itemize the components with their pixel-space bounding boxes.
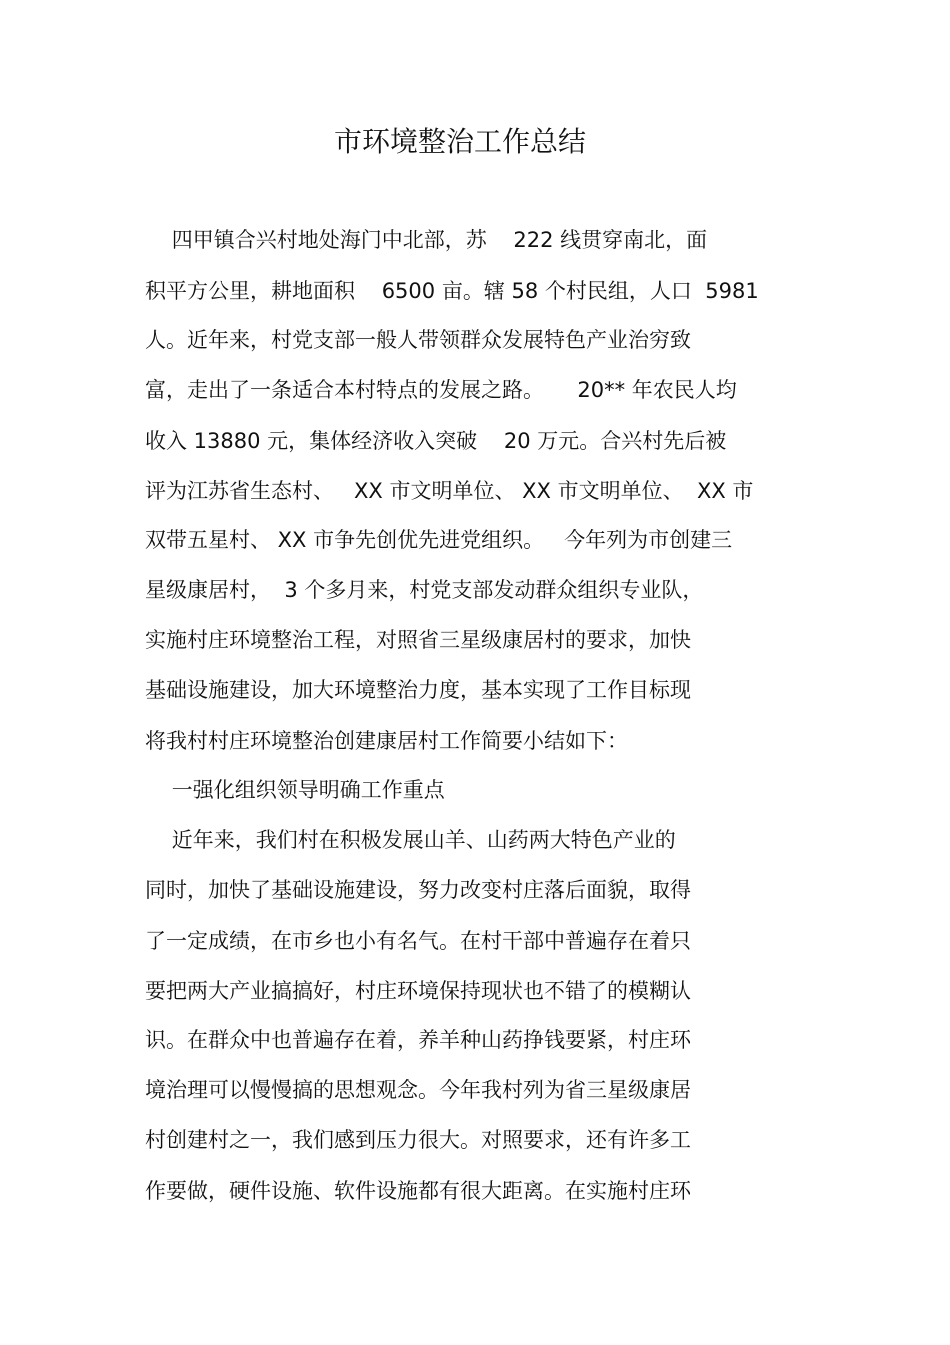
body-line: 收入 13880 元，集体经济收入突破 20 万元。合兴村先后被 [145, 429, 727, 453]
body-line: 四甲镇合兴村地处海门中北部，苏 222 线贯穿南北，面 [145, 228, 708, 252]
body-line: 基础设施建设，加大环境整治力度，基本实现了工作目标现 [145, 678, 691, 702]
body-line: 将我村村庄环境整治创建康居村工作简要小结如下： [145, 729, 628, 753]
section-heading: 一强化组织领导明确工作重点 [145, 778, 445, 802]
body-line: 村创建村之一，我们感到压力很大。对照要求，还有许多工 [145, 1128, 691, 1152]
body-line: 人。近年来，村党支部一般人带领群众发展特色产业治穷致 [145, 328, 691, 352]
document-title: 市环境整治工作总结 [333, 125, 586, 158]
body-line: 识。在群众中也普遍存在着，养羊种山药挣钱要紧，村庄环 [145, 1028, 691, 1052]
body-line: 积平方公里，耕地面积 6500 亩。辖 58 个村民组，人口 5981 [145, 279, 759, 303]
body-line: 作要做，硬件设施、软件设施都有很大距离。在实施村庄环 [145, 1179, 691, 1203]
body-line: 评为江苏省生态村、 XX 市文明单位、 XX 市文明单位、 XX 市 [145, 479, 754, 503]
body-line: 了一定成绩，在市乡也小有名气。在村干部中普遍存在着只 [145, 929, 691, 953]
body-line: 实施村庄环境整治工程，对照省三星级康居村的要求，加快 [145, 628, 691, 652]
body-line: 星级康居村， 3 个多月来，村党支部发动群众组织专业队， [145, 578, 704, 602]
body-line: 要把两大产业搞搞好，村庄环境保持现状也不错了的模糊认 [145, 979, 691, 1003]
body-line: 同时，加快了基础设施建设，努力改变村庄落后面貌，取得 [145, 878, 691, 902]
body-line: 近年来，我们村在积极发展山羊、山药两大特色产业的 [145, 828, 676, 852]
body-line: 富，走出了一条适合本村特点的发展之路。 20** 年农民人均 [145, 378, 737, 402]
body-line: 双带五星村、 XX 市争先创优先进党组织。 今年列为市创建三 [145, 528, 733, 552]
body-line: 境治理可以慢慢搞的思想观念。今年我村列为省三星级康居 [145, 1078, 691, 1102]
